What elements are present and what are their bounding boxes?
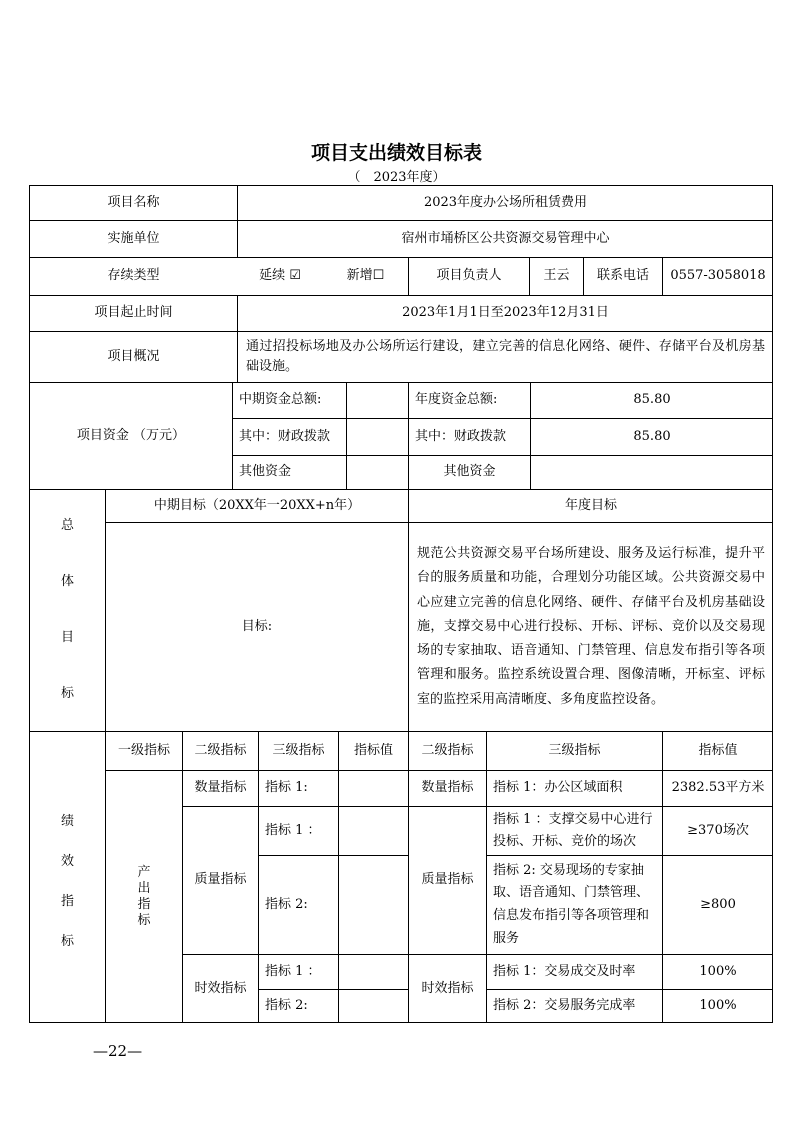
quality-mid-item-2: 指标 2:	[258, 855, 338, 954]
annual-total-value: 85.80	[530, 382, 773, 418]
midterm-fiscal-label: 其中：财政拨款	[232, 418, 346, 455]
timeliness-annual-value-2: 100%	[662, 989, 773, 1023]
col-header-level3-annual: 三级指标	[486, 731, 662, 770]
col-header-value-annual: 指标值	[662, 731, 773, 770]
midterm-fiscal-value	[346, 418, 408, 455]
phone-label: 联系电话	[583, 257, 662, 295]
col-header-level1: 一级指标	[105, 731, 182, 770]
quality-annual-label: 质量指标	[408, 806, 486, 954]
quantity-indicator-label: 数量指标	[182, 770, 258, 806]
quality-mid-item-1: 指标 1 ：	[258, 806, 338, 855]
page-number: —22—	[93, 1042, 143, 1060]
col-header-level2-annual: 二级指标	[408, 731, 486, 770]
col-header-level3: 三级指标	[258, 731, 338, 770]
overview-label: 项目概况	[29, 331, 237, 382]
timeliness-annual-item-1: 指标 1：交易成交及时率	[486, 954, 662, 989]
timeliness-annual-value-1: 100%	[662, 954, 773, 989]
quality-mid-value-2	[338, 855, 408, 954]
funds-label: 项目资金 （万元）	[29, 382, 232, 489]
overall-goals-side-label	[29, 489, 105, 731]
quantity-mid-value	[338, 770, 408, 806]
timeliness-annual-label: 时效指标	[408, 954, 486, 1023]
side-char: 标	[60, 934, 74, 950]
midterm-total-label: 中期资金总额:	[232, 382, 346, 418]
timeliness-annual-item-2: 指标 2：交易服务完成率	[486, 989, 662, 1023]
output-char: 产	[137, 864, 151, 880]
midterm-goal-header: 中期目标（20XX年一20XX+n年）	[105, 489, 408, 522]
timeliness-mid-value-2	[338, 989, 408, 1023]
quality-indicator-label: 质量指标	[182, 806, 258, 954]
type-continue-checkbox: 延续 ☑	[237, 257, 323, 295]
page-subtitle-year: （ 2023年度）	[347, 170, 446, 185]
side-char: 总	[60, 517, 74, 533]
side-char: 效	[60, 853, 74, 869]
output-char: 指	[137, 897, 151, 912]
side-char: 体	[60, 573, 74, 589]
quality-annual-item-1: 指标 1 ：支撑交易中心进行投标、开标、竞价的场次	[486, 806, 662, 855]
side-char: 指	[60, 894, 74, 910]
timeliness-mid-item-1: 指标 1 ：	[258, 954, 338, 989]
midterm-other-value	[346, 455, 408, 489]
overview-value: 通过招投标场地及办公场所运行建设，建立完善的信息化网络、硬件、存储平台及机房基础设施。	[237, 331, 773, 382]
annual-fiscal-label: 其中：财政拨款	[408, 418, 530, 455]
type-new-checkbox: 新增☐	[323, 257, 408, 295]
timeliness-mid-value-1	[338, 954, 408, 989]
quality-annual-value-1: ≥370场次	[662, 806, 773, 855]
side-char: 标	[60, 686, 74, 702]
quality-mid-value-1	[338, 806, 408, 855]
quantity-annual-item: 指标 1：办公区域面积	[486, 770, 662, 806]
timeliness-indicator-label: 时效指标	[182, 954, 258, 1023]
lead-value: 王云	[529, 257, 583, 295]
quantity-mid-item: 指标 1:	[258, 770, 338, 806]
midterm-other-label: 其他资金	[232, 455, 346, 489]
quality-annual-value-2: ≥800	[662, 855, 773, 954]
annual-total-label: 年度资金总额:	[408, 382, 530, 418]
unit-label: 实施单位	[29, 220, 237, 257]
annual-fiscal-value: 85.80	[530, 418, 773, 455]
output-char: 出	[137, 880, 151, 896]
col-header-level2: 二级指标	[182, 731, 258, 770]
side-char: 绩	[60, 813, 74, 829]
quality-annual-item-2: 指标 2: 交易现场的专家抽取、语音通知、门禁管理、信息发布指引等各项管理和服务	[486, 855, 662, 954]
unit-value: 宿州市埇桥区公共资源交易管理中心	[237, 220, 773, 257]
lead-label: 项目负责人	[408, 257, 529, 295]
annual-other-value	[530, 455, 773, 489]
timeliness-mid-item-2: 指标 2:	[258, 989, 338, 1023]
midterm-total-value	[346, 382, 408, 418]
indicators-side-label	[29, 731, 105, 1023]
phone-value: 0557-3058018	[662, 257, 773, 295]
col-header-value: 指标值	[338, 731, 408, 770]
annual-goal-content: 规范公共资源交易平台场所建设、服务及运行标准，提升平台的服务质量和功能，合理划分功能区域。公共资源交易中心应建立完善的信息化网络、硬件、存储平台及机房基础设施，支撑交易中心进行投标、开标、评标、竞价以及交易现场的专家抽取、语音通知、门禁管理、信息发布指引等各项管理和服务。监控系统设置合理、图像清晰，开标室、评标室的监控采用高清晰度、多角度监控设备。	[408, 522, 773, 731]
midterm-goal-content: 目标:	[105, 522, 408, 731]
side-char: 目	[60, 630, 74, 646]
output-indicator-label	[105, 770, 182, 1023]
period-label: 项目起止时间	[29, 295, 237, 331]
quantity-annual-value: 2382.53平方米	[662, 770, 773, 806]
output-char: 标	[137, 913, 151, 929]
type-label: 存续类型	[29, 257, 237, 295]
page-title: 项目支出绩效目标表	[310, 142, 482, 164]
period-value: 2023年1月1日至2023年12月31日	[237, 295, 773, 331]
annual-goal-header: 年度目标	[408, 489, 773, 522]
quantity-annual-label: 数量指标	[408, 770, 486, 806]
project-name-value: 2023年度办公场所租赁费用	[237, 185, 773, 220]
annual-other-label: 其他资金	[408, 455, 530, 489]
project-name-label: 项目名称	[29, 185, 237, 220]
